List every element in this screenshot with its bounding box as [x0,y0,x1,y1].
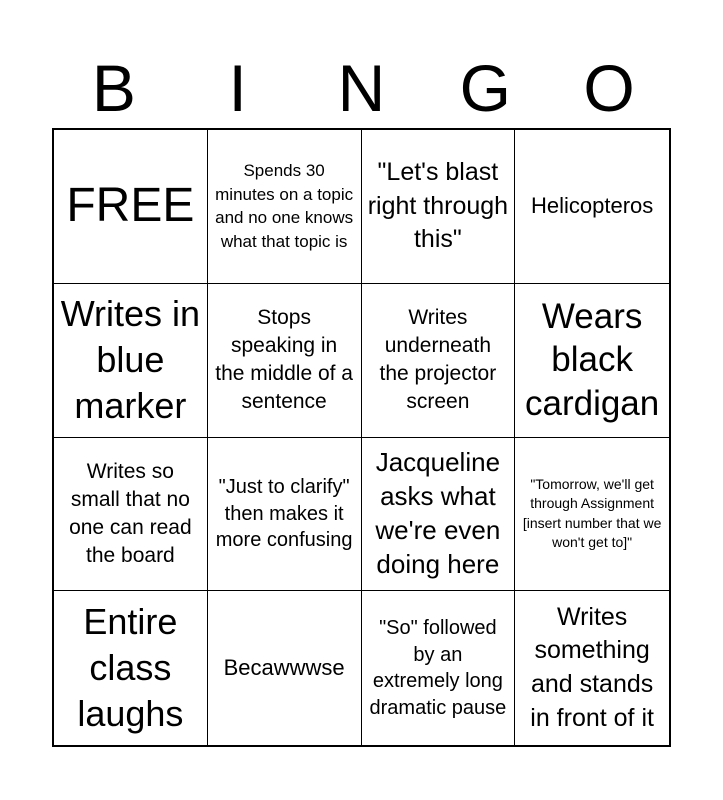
cell-text: Stops speaking in the middle of a sentence [215,306,353,414]
bingo-cell[interactable] [362,591,516,745]
cell-text: Writes something and stands in front of it [530,602,654,732]
cell-text: Helicopteros [530,193,654,219]
cell-text: "Let's blast right through this" [367,157,509,254]
cell-text: Spends 30 minutes on a topic and no one knows what that topic is [215,161,354,251]
cell-text: Writes underneath the projector screen [379,306,497,414]
cell-text: "Just to clarify" then makes it more confusing [215,475,353,552]
header-letter-i: I [228,51,247,125]
bingo-cell[interactable] [208,130,362,284]
cell-text: Entire class laughs [77,601,184,735]
bingo-cell[interactable] [362,284,516,438]
header-letter-b: B [91,51,136,125]
bingo-cell[interactable] [208,591,362,745]
bingo-board [52,128,671,747]
bingo-header [52,52,671,124]
bingo-cell[interactable] [515,130,669,284]
cell-text: Becawwwse [223,654,345,680]
bingo-cell[interactable] [54,438,208,592]
cell-text: "So" followed by an extremely long dramatic pause [369,616,507,719]
bingo-cell[interactable] [515,591,669,745]
header-letter-g: G [459,51,511,125]
cell-text: Jacqueline asks what we're even doing here [375,447,501,579]
bingo-cell[interactable] [54,284,208,438]
bingo-cell[interactable] [515,438,669,592]
cell-text: Writes in blue marker [60,293,201,427]
cell-text: Writes so small that no one can read the board [69,460,192,567]
header-letter-o: O [583,51,635,125]
bingo-cell-free[interactable] [54,130,208,284]
bingo-cell[interactable] [362,438,516,592]
bingo-cell[interactable] [54,591,208,745]
bingo-cell[interactable] [362,130,516,284]
bingo-cell[interactable] [515,284,669,438]
header-letter-n: N [337,51,386,125]
bingo-cell[interactable] [208,438,362,592]
bingo-cell[interactable] [208,284,362,438]
cell-text: Wears black cardigan [524,296,660,423]
cell-text: FREE [66,179,195,233]
cell-text: "Tomorrow, we'll get through Assignment [insert number that we won't get to]" [522,475,662,551]
